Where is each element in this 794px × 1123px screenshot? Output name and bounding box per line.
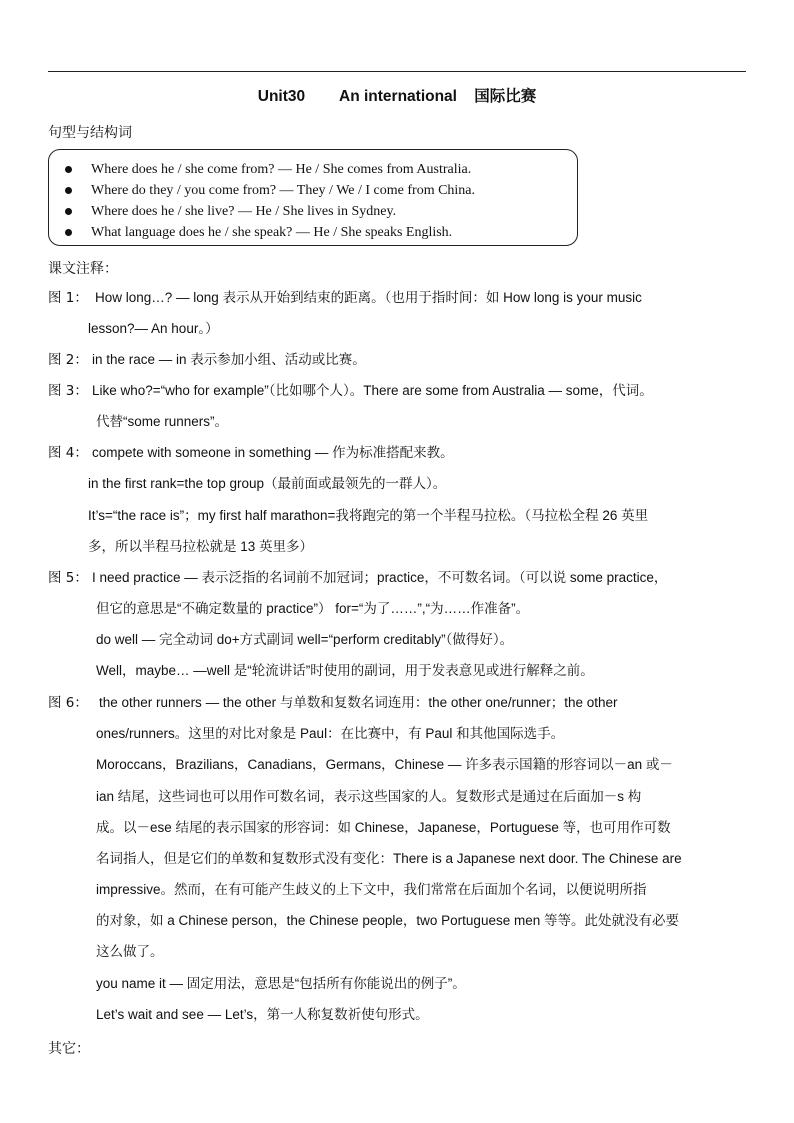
- pattern-item: [49, 159, 577, 180]
- figure-label: 图 1：: [48, 290, 88, 306]
- note-line: the other runners — the other 与单数和复数名词连用：the other one/runner；the other: [99, 695, 618, 710]
- pattern-text: Where does he / she come from? — He / She comes from Australia.: [91, 162, 472, 177]
- notes-heading: 课文注释：: [48, 261, 118, 277]
- pattern-text: Where do they / you come from? — They / We / I come from China.: [91, 183, 476, 198]
- note-line: 名词指人，但是它们的单数和复数形式没有变化：There is a Japanese next door. The Chinese are: [96, 851, 682, 866]
- figure-label: 图 2：: [48, 352, 88, 368]
- note-line: 多，所以半程马拉松就是 13 英里多）: [88, 539, 314, 554]
- figure-label: 图 5：: [48, 570, 88, 586]
- note-line: 成。以－ese 结尾的表示国家的形容词：如 Chinese，Japanese，Portuguese 等，也可用作可数: [96, 820, 671, 835]
- note-line: Let’s wait and see — Let’s，第一人称复数祈使句形式。: [96, 1007, 429, 1022]
- header-rule: [48, 71, 746, 72]
- patterns-heading: 句型与结构词: [48, 125, 132, 141]
- bullet-icon: [65, 208, 72, 215]
- note-line: 的对象，如 a Chinese person，the Chinese people，two Portuguese men 等等。此处就没有必要: [96, 913, 679, 928]
- note-line: Well，maybe… —well 是“轮流讲话”时使用的副词，用于发表意见或进行解释之前。: [96, 663, 594, 678]
- pattern-item: [49, 222, 577, 243]
- pattern-text: What language does he / she speak? — He / She speaks English.: [91, 225, 453, 240]
- note-line: It’s=“the race is”；my first half marathon=我将跑完的第一个半程马拉松。（马拉松全程 26 英里: [88, 508, 649, 523]
- note-line: 这么做了。: [96, 944, 164, 959]
- bullet-icon: [65, 187, 72, 194]
- note-line: ones/runners。这里的对比对象是 Paul：在比赛中，有 Paul 和其他国际选手。: [96, 726, 565, 741]
- figure-label: 图 6：: [48, 695, 88, 711]
- bullet-icon: [65, 229, 72, 236]
- note-line: How long…? — long 表示从开始到结束的距离。（也用于指时间：如 How long is your music: [95, 290, 642, 305]
- figure-label: 图 4：: [48, 445, 88, 461]
- note-line: ian 结尾，这些词也可以用作可数名词，表示这些国家的人。复数形式是通过在后面加－s 构: [96, 789, 642, 804]
- figure-label: 图 3：: [48, 383, 88, 399]
- bullet-icon: [65, 166, 72, 173]
- pattern-text: Where does he / she live? — He / She lives in Sydney.: [91, 204, 397, 219]
- note-line: impressive。然而，在有可能产生歧义的上下文中，我们常常在后面加个名词，以便说明所指: [96, 882, 647, 897]
- pattern-item: [49, 180, 577, 201]
- page-title: Unit30 An international 国际比赛: [257, 88, 537, 105]
- note-line: Moroccans，Brazilians，Canadians，Germans，Chinese — 许多表示国籍的形容词以－an 或－: [96, 757, 673, 772]
- note-line: do well — 完全动词 do+方式副词 well=“perform creditably”（做得好）。: [96, 632, 514, 647]
- note-line: you name it — 固定用法，意思是“包括所有你能说出的例子”。: [96, 976, 466, 991]
- note-line: lesson?— An hour。）: [88, 321, 219, 336]
- note-line: I need practice — 表示泛指的名词前不加冠词；practice，不可数名词。（可以说 some practice，: [92, 570, 668, 585]
- other-heading: 其它：: [48, 1041, 90, 1057]
- note-line: in the race — in 表示参加小组、活动或比赛。: [92, 352, 366, 367]
- note-line: 但它的意思是“不确定数量的 practice”） for=“为了……”,“为……作准备”。: [96, 601, 530, 616]
- note-line: compete with someone in something — 作为标准搭配来教。: [92, 445, 454, 460]
- note-line: in the first rank=the top group（最前面或最领先的一群人）。: [88, 476, 447, 491]
- pattern-item: [49, 201, 577, 222]
- note-line: Like who?=“who for example”（比如哪个人）。There are some from Australia — some，代词。: [92, 383, 653, 398]
- patterns-box: [48, 149, 578, 246]
- note-line: 代替“some runners”。: [96, 414, 229, 429]
